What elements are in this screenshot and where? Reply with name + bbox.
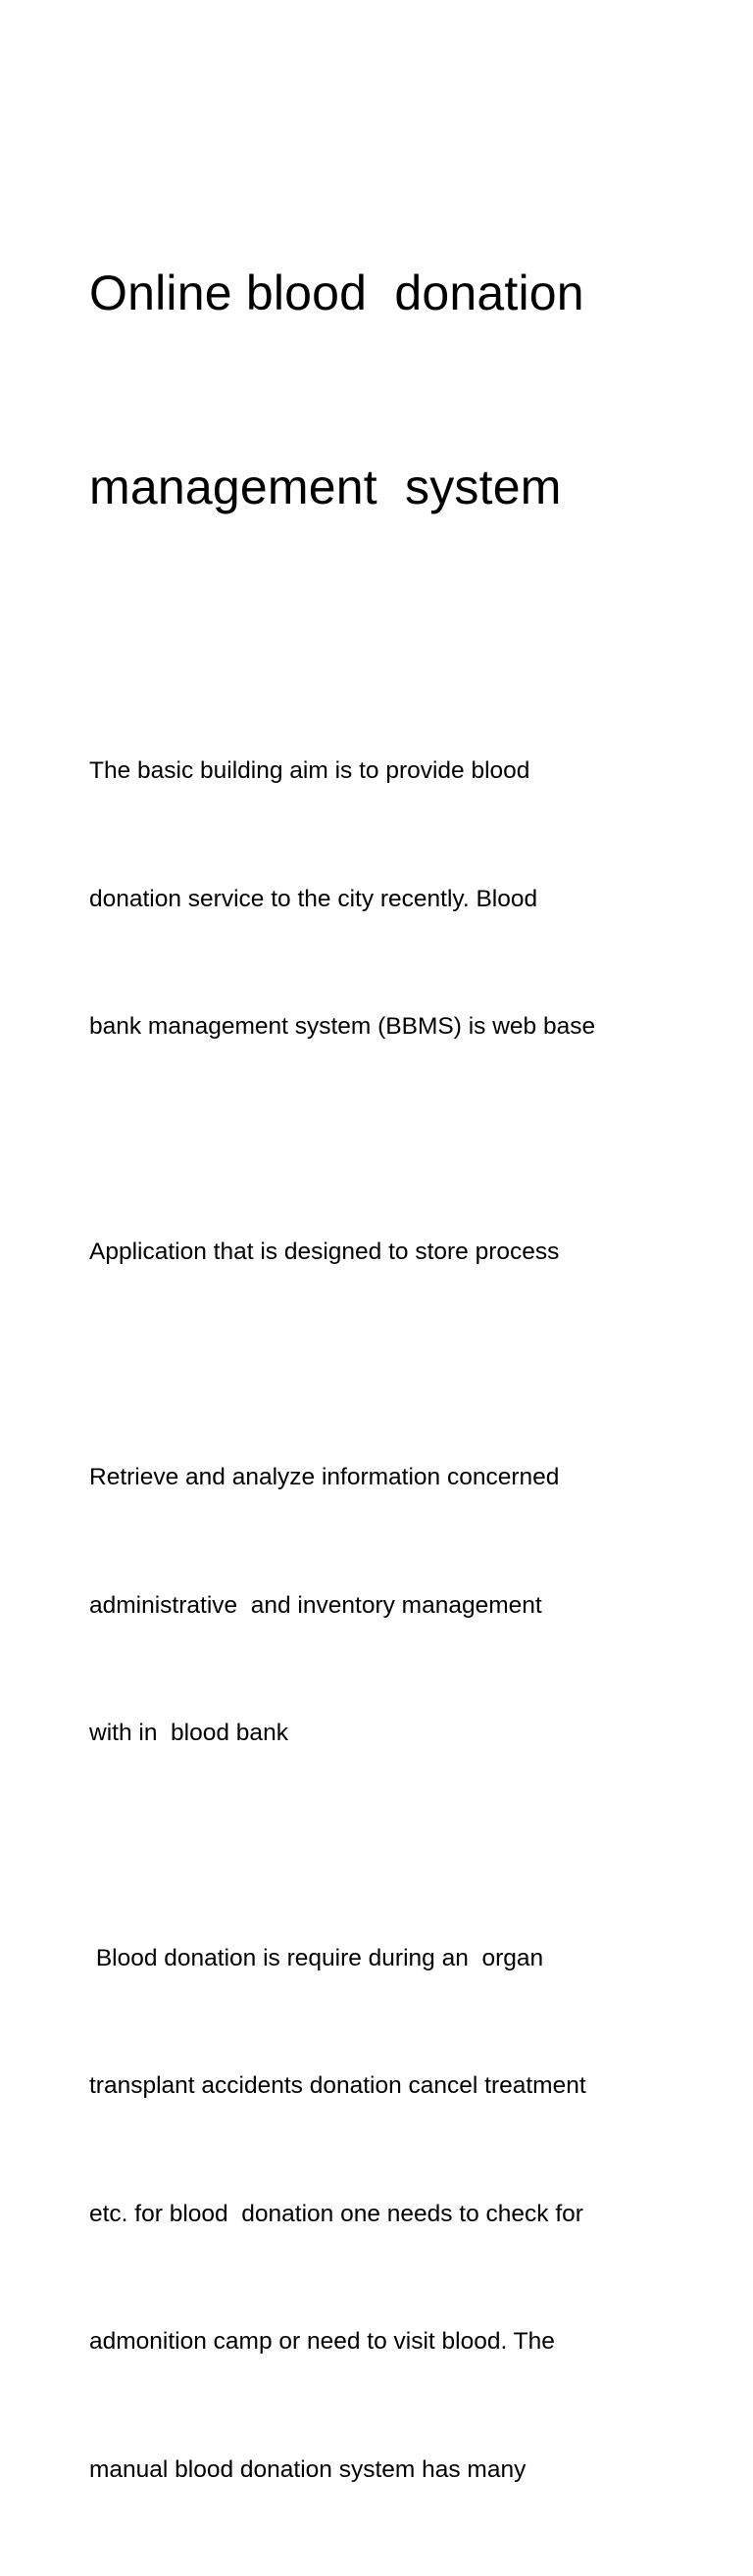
title-line: management system <box>89 455 678 519</box>
paragraph-blood-donation <box>89 1852 678 2576</box>
document-body <box>89 131 678 2576</box>
text-line: The basic building aim is to provide blood <box>89 750 678 793</box>
text-line: donation service to the city recently. Blood <box>89 878 678 921</box>
text-line: Retrieve and analyze information concerned <box>89 1456 678 1499</box>
text-line: Application that is designed to store process <box>89 1231 678 1274</box>
paragraph-intro <box>89 664 678 1134</box>
paragraph-application <box>89 1145 678 1359</box>
text-line: manual blood donation system has many <box>89 2449 678 2492</box>
text-line: administrative and inventory management <box>89 1584 678 1628</box>
text-line: admonition camp or need to visit blood. The <box>89 2320 678 2363</box>
text-line: transplant accidents donation cancel treatment <box>89 2065 678 2108</box>
document-page <box>0 0 753 1003</box>
text-line: bank management system (BBMS) is web base <box>89 1005 678 1048</box>
title-line: Online blood donation <box>89 261 678 325</box>
text-line: with in blood bank <box>89 1712 678 1755</box>
text-line: Blood donation is require during an organ <box>89 1937 678 1980</box>
paragraph-retrieve <box>89 1371 678 1840</box>
document-title <box>89 131 678 649</box>
text-line: etc. for blood donation one needs to check for <box>89 2193 678 2236</box>
